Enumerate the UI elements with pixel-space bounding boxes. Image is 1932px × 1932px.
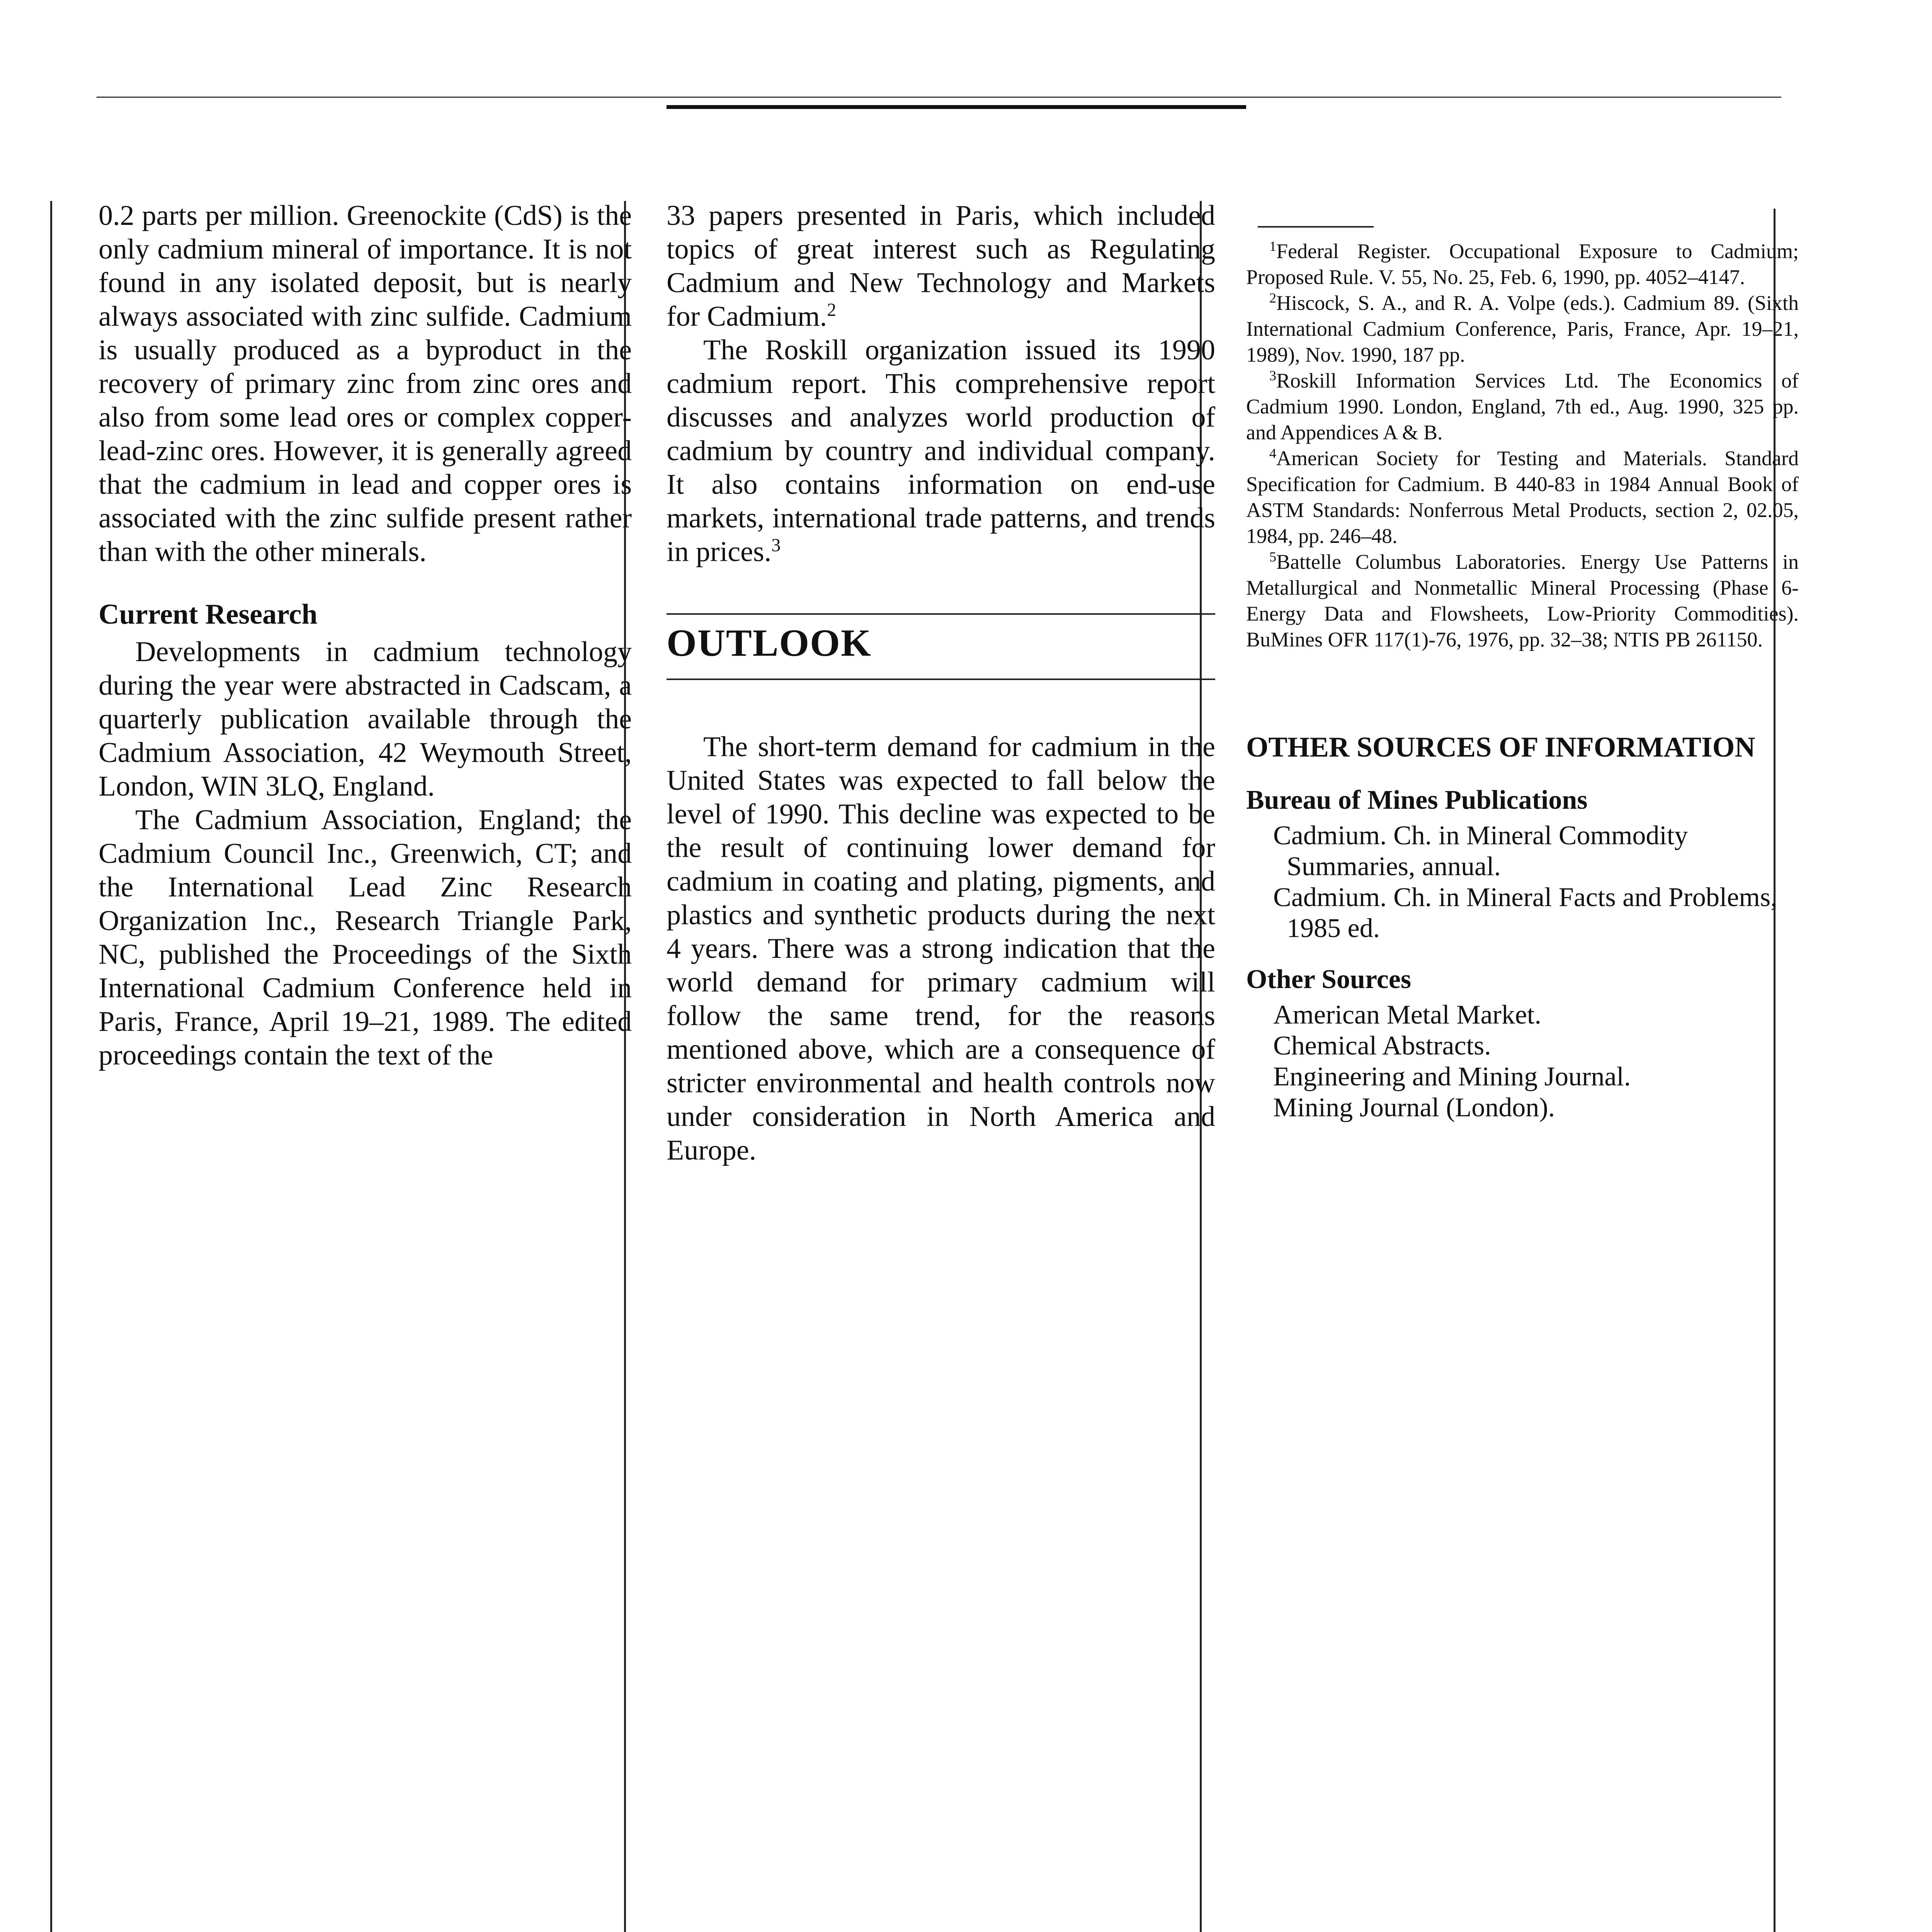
list-item: Engineering and Mining Journal.	[1273, 1062, 1631, 1092]
header-rule	[97, 97, 1781, 98]
list-item: American Metal Market.	[1273, 1000, 1541, 1030]
footnote-number: 2	[1269, 290, 1276, 306]
column-left	[99, 199, 632, 1072]
footnote	[1246, 368, 1799, 446]
paragraph-text: The Roskill organization issued its 1990 cadmium report. This comprehensive report discusses and analyzes world production of cadmium by country and individual company. It also contains information on end-use markets, international trade patterns, and trends in prices.	[667, 334, 1215, 568]
list-item: Chemical Abstracts.	[1273, 1031, 1491, 1061]
footnote-number: 1	[1269, 238, 1276, 254]
footnote-text: Hiscock, S. A., and R. A. Volpe (eds.). Cadmium 89. (Sixth International Cadmium Conference, Paris, France, Apr. 19–21, 1989), Nov. 1990, 187 pp.	[1246, 291, 1799, 366]
paragraph	[667, 199, 1215, 333]
footnote-text: Roskill Information Services Ltd. The Economics of Cadmium 1990. London, England, 7th ed., Aug. 1990, 325 pp. and Appendices A & B.	[1246, 369, 1799, 444]
footnote-text: Battelle Columbus Laboratories. Energy Use Patterns in Metallurgical and Nonmetallic Mineral Processing (Phase 6-Energy Data and Flowsheets, Low-Priority Commodities). BuMines OFR 117(1)-76, 1976, pp. 32–38; NTIS PB 261150.	[1246, 550, 1799, 651]
bom-publications-list	[1246, 820, 1799, 944]
outlook-rule-top	[667, 613, 1215, 615]
paragraph	[667, 333, 1215, 569]
footnote-number: 5	[1269, 549, 1276, 565]
footnote	[1246, 238, 1799, 290]
footnote-ref: 2	[827, 299, 837, 320]
subheading-other-sources: Other Sources	[1246, 964, 1412, 994]
header-rule-bold	[667, 105, 1246, 109]
other-sources-list	[1246, 1000, 1799, 1123]
footnote-text: American Society for Testing and Materials. Standard Specification for Cadmium. B 440-83 in 1984 Annual Book of ASTM Standards: Nonferrous Metal Products, section 2, 02.05, 1984, pp. 246–48.	[1246, 447, 1799, 548]
footnote-number: 3	[1269, 368, 1276, 383]
footnote-ref: 3	[771, 535, 781, 556]
subheading-bom-publications: Bureau of Mines Publications	[1246, 785, 1588, 815]
list-item: Cadmium. Ch. in Mineral Commodity Summaries, annual.	[1273, 821, 1688, 881]
column-divider	[50, 201, 52, 1932]
section-heading-current-research: Current Research	[99, 599, 318, 630]
footnote	[1246, 290, 1799, 368]
list-item: Cadmium. Ch. in Mineral Facts and Problems, 1985 ed.	[1273, 883, 1777, 943]
footnote	[1246, 549, 1799, 653]
footnote	[1246, 446, 1799, 549]
footnote-text: Federal Register. Occupational Exposure to Cadmium; Proposed Rule. V. 55, No. 25, Feb. 6, 1990, pp. 4052–4147.	[1246, 240, 1799, 289]
outlook-section	[667, 613, 1215, 1167]
footnotes	[1246, 238, 1799, 653]
column-middle	[667, 199, 1215, 1167]
column-right	[1246, 199, 1799, 1123]
paragraph-text: 33 papers presented in Paris, which included topics of great interest such as Regulating Cadmium and New Technology and Markets for Cadmium.	[667, 200, 1215, 332]
list-item: Mining Journal (London).	[1273, 1093, 1555, 1122]
section-heading-outlook: OUTLOOK	[667, 621, 872, 664]
footnote-rule	[1258, 226, 1374, 228]
section-heading-other-sources: OTHER SOURCES OF INFORMATION	[1246, 731, 1755, 763]
footnote-number: 4	[1269, 446, 1276, 461]
paragraph: Developments in cadmium technology during the year were abstracted in Cadscam, a quarterly publication available through the Cadmium Association, 42 Weymouth Street, London, WIN 3LQ, England.	[99, 636, 632, 802]
paragraph: The Cadmium Association, England; the Cadmium Council Inc., Greenwich, CT; and the International Lead Zinc Research Organization Inc., Research Triangle Park, NC, published the Proceedings of the Sixth International Cadmium Conference held in Paris, France, April 19–21, 1989. The edited proceedings contain the text of the	[99, 804, 632, 1071]
paragraph: The short-term demand for cadmium in the United States was expected to fall below the level of 1990. This decline was expected to be the result of continuing lower demand for cadmium in coating and plating, pigments, and plastics and synthetic products during the next 4 years. There was a strong indication that the world demand for primary cadmium will follow the same trend, for the reasons mentioned above, which are a consequence of stricter environmental and health controls now under consideration in North America and Europe.	[667, 731, 1215, 1166]
paragraph: 0.2 parts per million. Greenockite (CdS) is the only cadmium mineral of importance. It is not found in any isolated deposit, but is nearly always associated with zinc sulfide. Cadmium is usually produced as a byproduct in the recovery of primary zinc from zinc ores and also from some lead ores or complex copper-lead-zinc ores. However, it is generally agreed that the cadmium in lead and copper ores is associated with the zinc sulfide present rather than with the other minerals.	[99, 200, 632, 568]
